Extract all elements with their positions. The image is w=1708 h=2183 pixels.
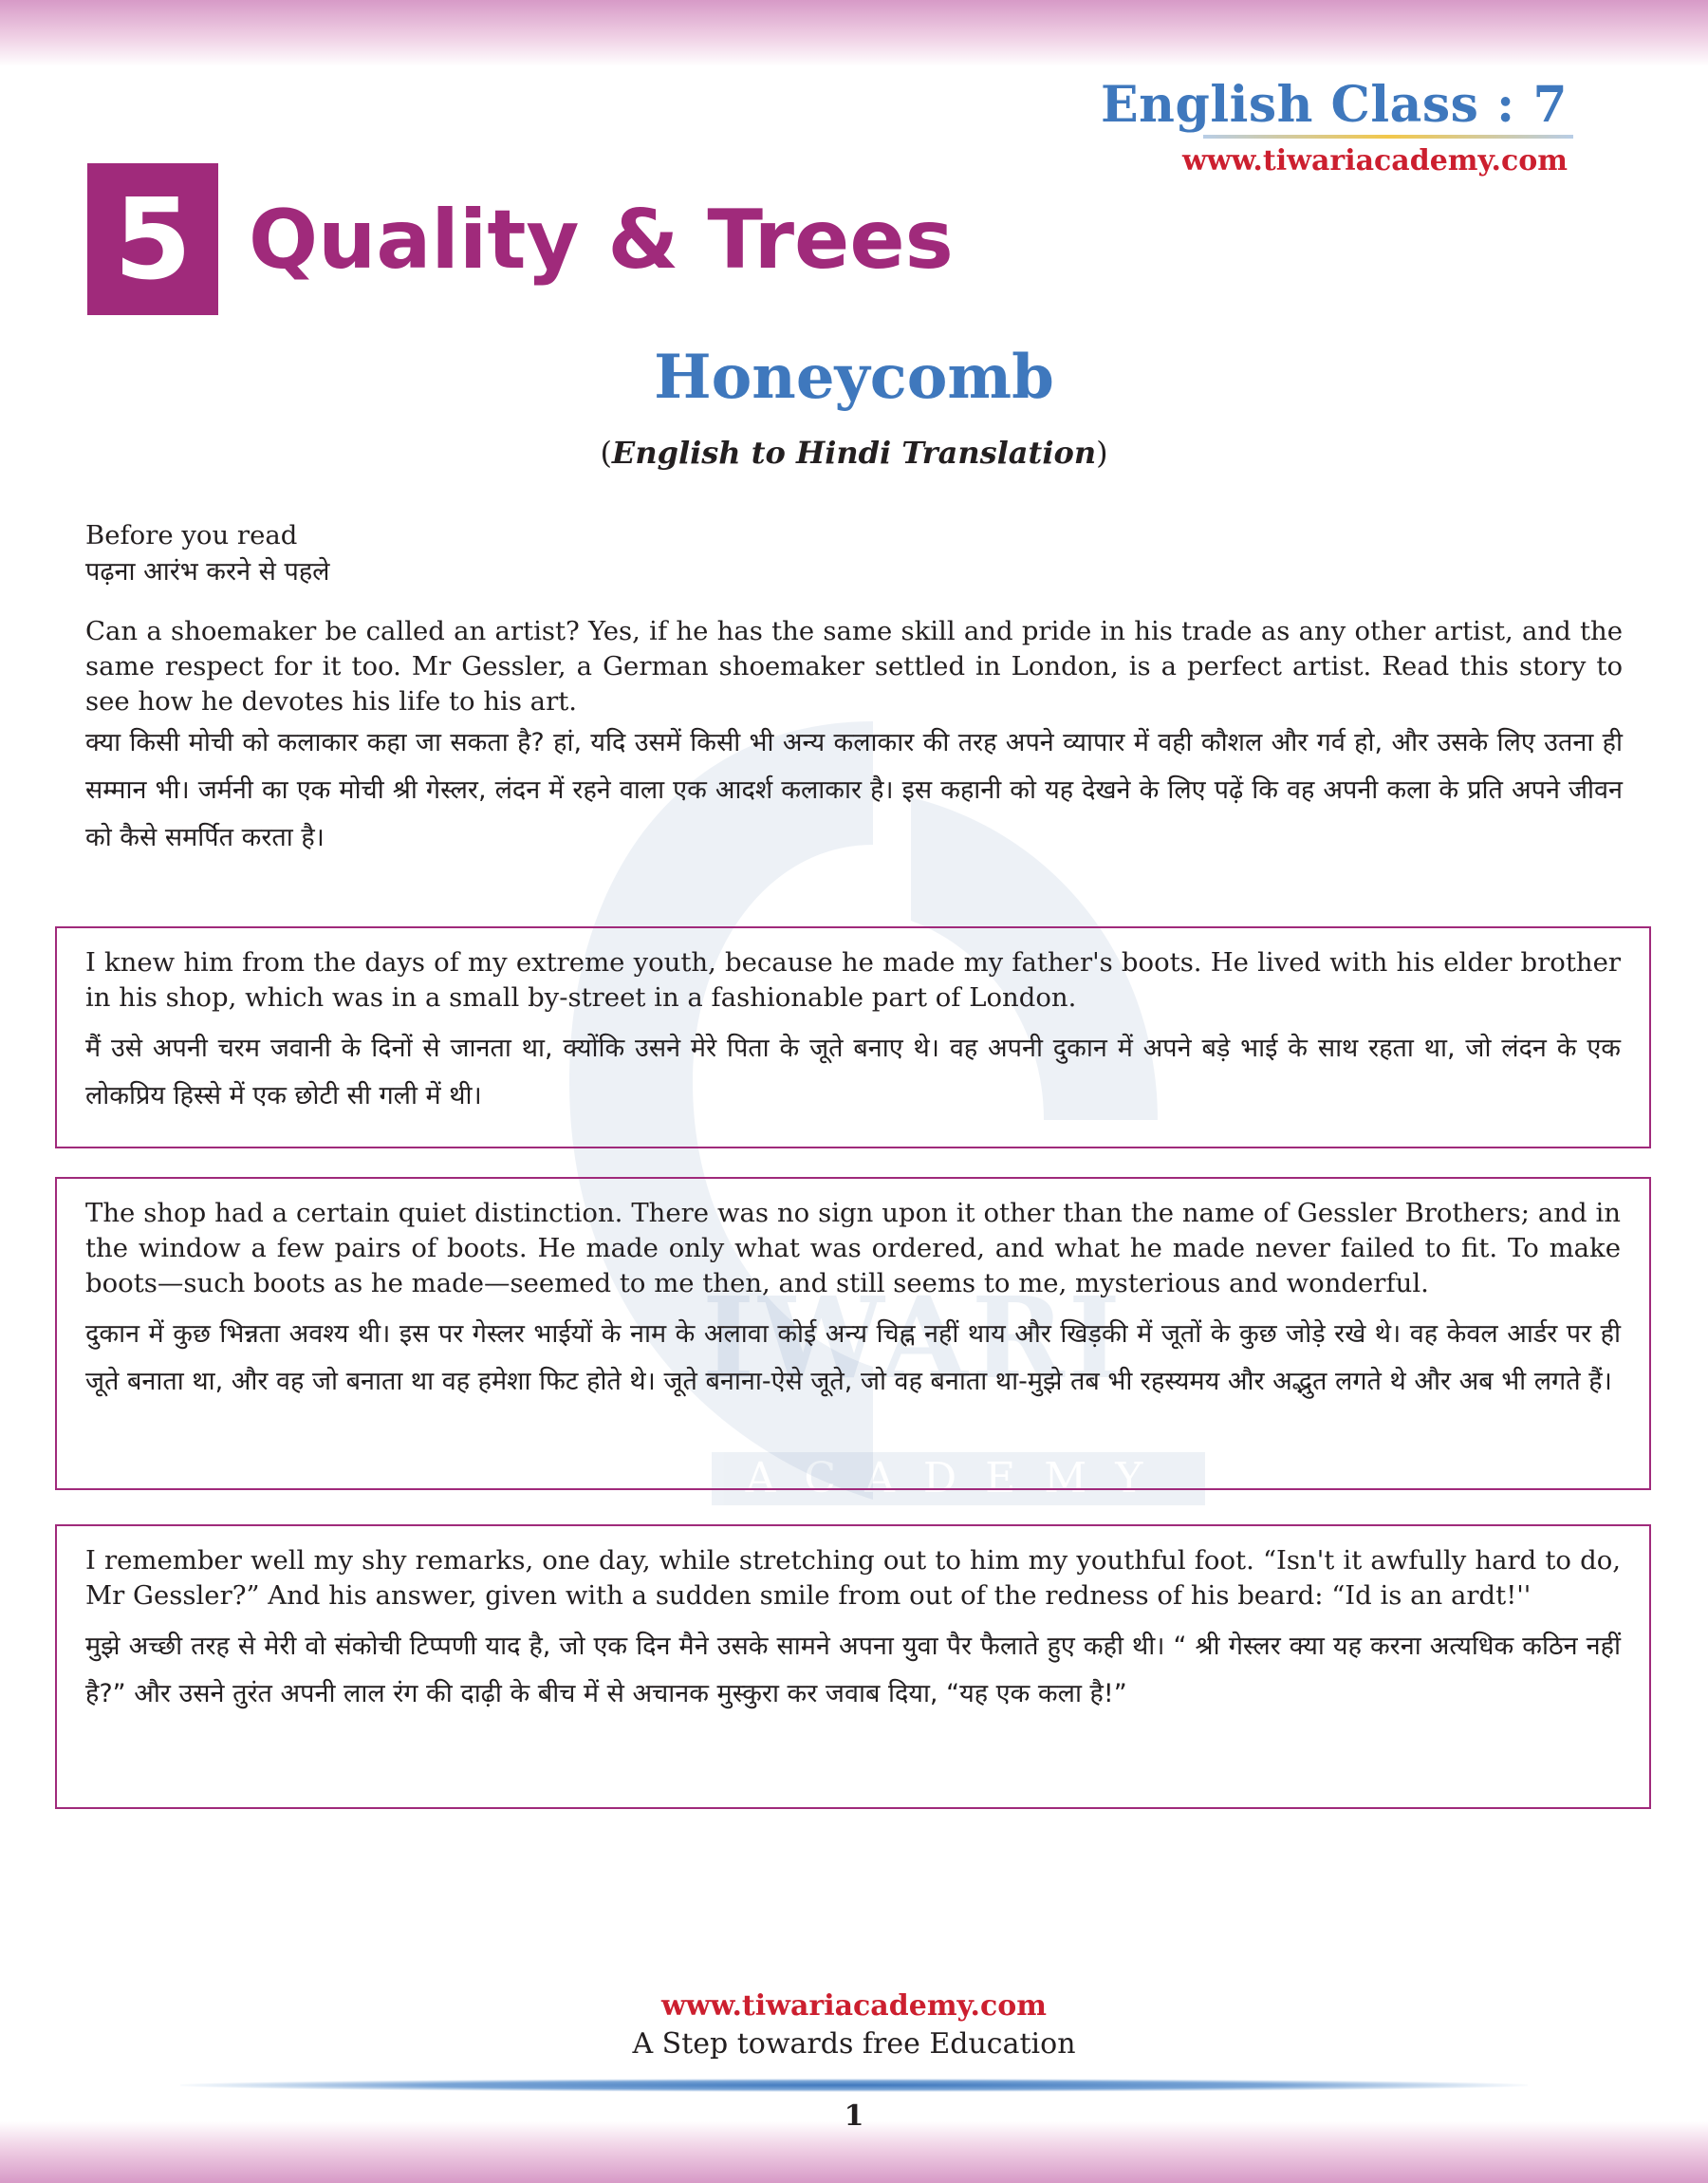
brand-url-link[interactable]: www.tiwariacademy.com [1181,144,1568,177]
chapter-number: 5 [87,163,218,315]
brand-title: English Class : 7 [1101,76,1568,134]
intro-section [85,518,1623,862]
panel-text-en: The shop had a certain quiet distinction. There was no sign upon it other than the name of Gessler Brothers; and in the window a few pairs of boots. He made only what was ordered, and what he made never failed to fit. To make boots—such boots as he made—seemed to me then, and still seems to me, mysterious and wonderful. [85,1198,1621,1298]
panel-text-hi: मैं उसे अपनी चरम जवानी के दिनों से जानता था, क्योंकि उसने मेरे पिता के जूते बनाए थे। वह अपनी दुकान में अपने बड़े भाई के साथ रहता था, जो लंदन के एक लोकप्रिय हिस्से में एक छोटी सी गली में थी। [85,1034,1621,1110]
footer-tagline: A Step towards free Education [632,2027,1076,2061]
book-title: Honeycomb [654,342,1054,413]
intro-heading-hi: पढ़ना आरंभ करने से पहले [85,557,330,587]
top-gradient-band [0,0,1708,66]
intro-paragraph-en: Can a shoemaker be called an artist? Yes, if he has the same skill and pride in his trade as any other artist, and the same respect for it too. Mr Gessler, a German shoemaker settled in London, is a perfect artist. Read this story to see how he devotes his life to his art. [85,616,1623,717]
page-number: 1 [844,2099,864,2133]
panel-text-en: I remember well my shy remarks, one day, while stretching out to him my youthful foot. “Isn't it awfully hard to do, Mr Gessler?” And his answer, given with a sudden smile from out of the redness of his beard: “Id is an ardt!'' [85,1545,1621,1611]
intro-heading-en: Before you read [85,520,298,550]
translation-panel-2 [55,1177,1651,1490]
subtitle-text: English to Hindi Translation [611,435,1097,471]
translation-panel-1 [55,926,1651,1148]
watermark-subtext: ACADEMY [712,1452,1205,1505]
subtitle: (English to Hindi Translation) [600,435,1108,471]
chapter-title: Quality & Trees [249,193,954,288]
intro-paragraph-hi: क्या किसी मोची को कलाकार कहा जा सकता है? हां, यदि उसमें किसी भी अन्य कलाकार की तरह अपने व्यापार में वही कौशल और गर्व हो, और उसके लिए उतना ही सम्मान भी। जर्मनी का एक मोची श्री गेस्लर, लंदन में रहने वाला एक आदर्श कलाकार है। इस कहानी को यह देखने के लिए पढ़ें कि वह अपनी कला के प्रति अपने जीवन को कैसे समर्पित करता है। [85,728,1623,852]
footer-url-link[interactable]: www.tiwariacademy.com [660,1989,1048,2023]
panel-text-en: I knew him from the days of my extreme youth, because he made my father's boots. He lived with his elder brother in his shop, which was in a small by-street in a fashionable part of London. [85,947,1621,1013]
translation-panel-3 [55,1524,1651,1809]
panel-text-hi: मुझे अच्छी तरह से मेरी वो संकोची टिप्पणी याद है, जो एक दिन मैने उसके सामने अपना युवा पैर फैलाते हुए कही थी। “ श्री गेस्लर क्या यह करना अत्यधिक कठिन नहीं है?” और उसने तुरंत अपनी लाल रंग की दाढ़ी के बीच में से अचानक मुस्कुरा कर जवाब दिया, “यह एक कला है!” [85,1632,1621,1708]
panel-text-hi: दुकान में कुछ भिन्नता अवश्य थी। इस पर गेस्लर भाईयों के नाम के अलावा कोई अन्य चिह्न नहीं थाय और खिड़की में जूतों के कुछ जोड़े रखे थे। वह केवल आर्डर पर ही जूते बनाता था, और वह जो बनाता था वह हमेशा फिट होते थे। जूते बनाना-ऐसे जूते, जो वह बनाता था-मुझे तब भी रहस्यमय और अद्भुत लगते थे और अब भी लगते हैं। [85,1319,1621,1396]
watermark-text: IWARI [702,1272,1124,1404]
brand-underline [1203,135,1573,139]
footer-divider [180,2079,1528,2092]
